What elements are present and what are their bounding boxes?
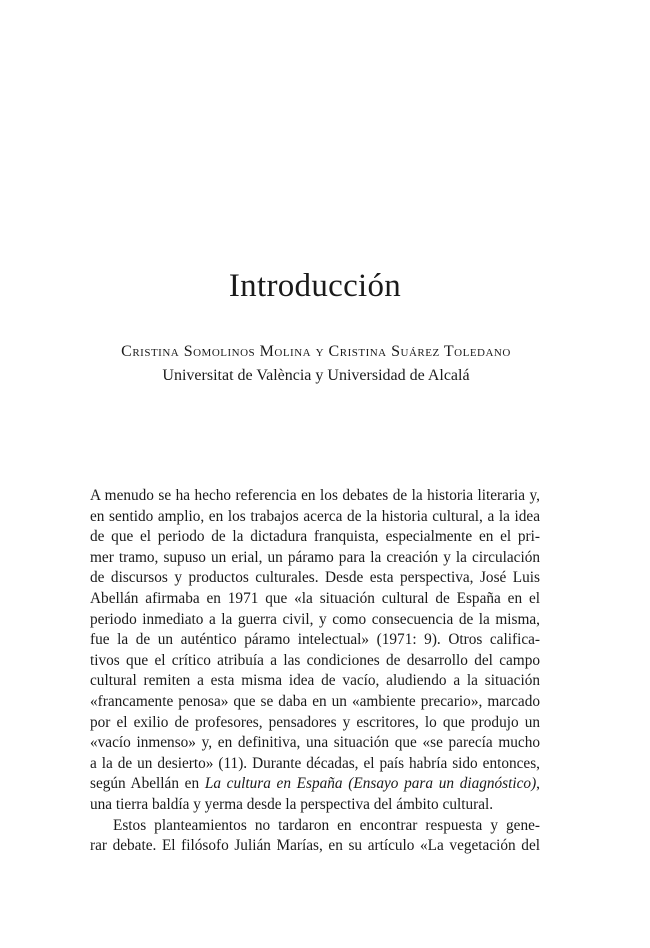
text-line: Abellán afirmaba en 1971 que «la situación cultural de España en el [90, 589, 540, 607]
text-line: tivos que el crítico atribuía a las condiciones de desarrollo del campo [90, 651, 540, 669]
text-line: de discursos y productos culturales. Desde esta perspectiva, José Luis [90, 569, 540, 587]
text-line: rar debate. El filósofo Julián Marías, en su artículo «La vegetación del [90, 837, 540, 855]
authors-line: Cristina Somolinos Molina y Cristina Suárez Toledano [121, 343, 511, 360]
text-line: de que el periodo de la dictadura franquista, especialmente en el pri- [90, 528, 540, 546]
text-line-with-italic-title [90, 774, 540, 795]
chapter-title: Introducción [228, 268, 402, 304]
text-line: A menudo se ha hecho referencia en los debates de la historia literaria y, [90, 487, 540, 504]
text-line: «vacío inmenso» y, en definitiva, una situación que «se parecía mucho [90, 734, 540, 752]
affiliation-line: Universitat de València y Universidad de Alcalá [162, 367, 470, 384]
text-fragment: , [536, 775, 540, 793]
text-fragment: según Abellán en [90, 775, 205, 793]
text-line: cultural remiten a esta misma idea de vacío, aludiendo a la situación [90, 672, 540, 690]
text-line: a la de un desierto» (11). Durante décadas, el país habría sido entonces, [90, 754, 540, 772]
text-line: en sentido amplio, en los trabajos acerca de la historia cultural, a la idea [90, 507, 540, 525]
book-title-italic: La cultura en España (Ensayo para un diagnóstico) [204, 775, 537, 793]
text-line: «francamente penosa» que se daba en un «ambiente precario», marcado [90, 692, 540, 710]
paragraph-start-line: Estos planteamientos no tardaron en encontrar respuesta y gene- [113, 816, 540, 834]
body-text [90, 486, 540, 857]
text-line: mer tramo, supuso un erial, un páramo para la creación y la circulación [90, 548, 540, 566]
paragraph-end-line: una tierra baldía y yerma desde la perspectiva del ámbito cultural. [90, 795, 494, 813]
text-line: fue la de un auténtico páramo intelectual» (1971: 9). Otros califica- [90, 631, 540, 649]
text-line: por el exilio de profesores, pensadores y escritores, lo que produjo un [90, 713, 540, 731]
text-line: periodo inmediato a la guerra civil, y como consecuencia de la misma, [90, 610, 540, 628]
